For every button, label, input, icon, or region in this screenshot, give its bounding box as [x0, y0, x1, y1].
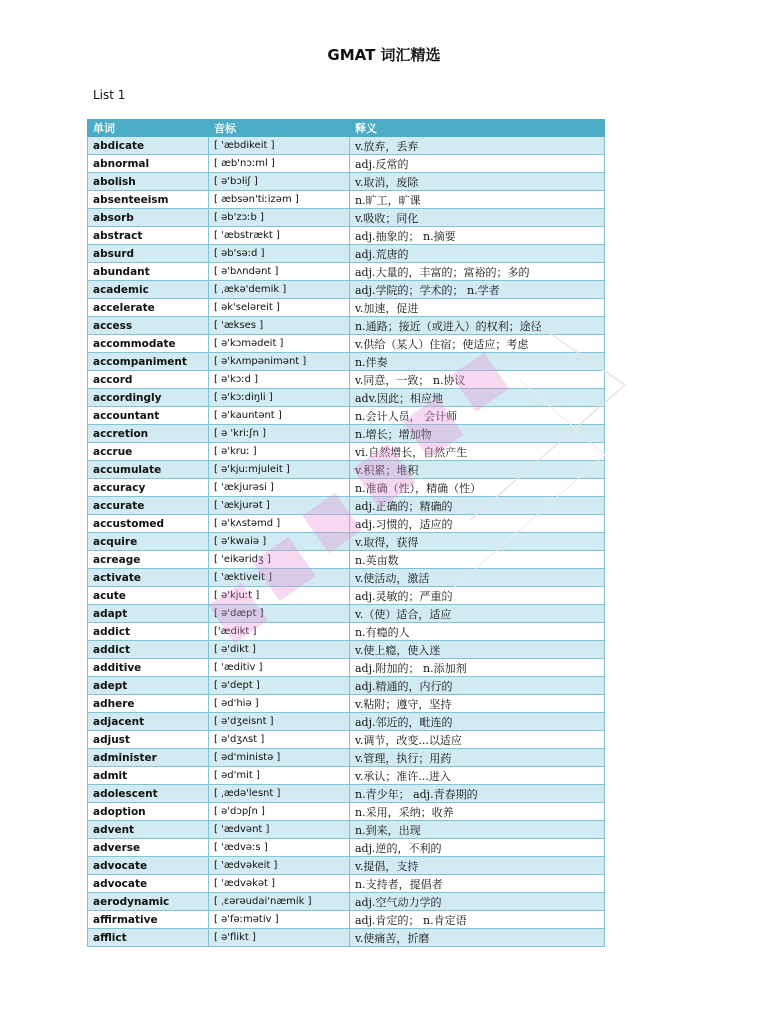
phonetic-cell: [ ə'kʌstəmd ]	[209, 515, 350, 533]
table-row	[88, 497, 605, 515]
phonetic-cell: [ ˌækə'demik ]	[209, 281, 350, 299]
table-row	[88, 299, 605, 317]
word-cell: academic	[88, 281, 209, 299]
meaning-cell: adj.抽象的； n.摘要	[350, 227, 605, 245]
meaning-cell: adj.习惯的，适应的	[350, 515, 605, 533]
word-cell: additive	[88, 659, 209, 677]
phonetic-cell: [ 'æbdikeit ]	[209, 137, 350, 155]
table-row	[88, 839, 605, 857]
word-cell: acquire	[88, 533, 209, 551]
table-row	[88, 191, 605, 209]
word-cell: acreage	[88, 551, 209, 569]
table-row	[88, 785, 605, 803]
meaning-cell: v.放弃，丢弃	[350, 137, 605, 155]
table-row	[88, 857, 605, 875]
word-cell: addict	[88, 623, 209, 641]
word-cell: accustomed	[88, 515, 209, 533]
meaning-cell: vi.自然增长，自然产生	[350, 443, 605, 461]
table-row	[88, 533, 605, 551]
phonetic-cell: [ æb'nɔːml ]	[209, 155, 350, 173]
phonetic-cell: [ 'æktiveit ]	[209, 569, 350, 587]
table-row	[88, 677, 605, 695]
table-row	[88, 731, 605, 749]
phonetic-cell: [ ə'dʒeisnt ]	[209, 713, 350, 731]
table-row	[88, 155, 605, 173]
phonetic-cell: [ ə'kɔmədeit ]	[209, 335, 350, 353]
phonetic-cell: [ ˌædə'lesnt ]	[209, 785, 350, 803]
word-cell: absurd	[88, 245, 209, 263]
meaning-cell: adj.附加的； n.添加剂	[350, 659, 605, 677]
table-row	[88, 641, 605, 659]
table-row	[88, 893, 605, 911]
word-cell: adept	[88, 677, 209, 695]
table-row	[88, 911, 605, 929]
meaning-cell: v.供给（某人）住宿；使适应；考虑	[350, 335, 605, 353]
meaning-cell: v.积累；堆积	[350, 461, 605, 479]
word-cell: accretion	[88, 425, 209, 443]
phonetic-cell: [ ə 'kriːʃn ]	[209, 425, 350, 443]
meaning-cell: v.取得，获得	[350, 533, 605, 551]
phonetic-cell: [ ə'kjuːmjuleit ]	[209, 461, 350, 479]
phonetic-cell: [ ə'fəːmətiv ]	[209, 911, 350, 929]
word-cell: advent	[88, 821, 209, 839]
table-row	[88, 551, 605, 569]
table-row	[88, 227, 605, 245]
table-row	[88, 425, 605, 443]
word-cell: accordingly	[88, 389, 209, 407]
word-cell: accumulate	[88, 461, 209, 479]
meaning-cell: adj.精通的，内行的	[350, 677, 605, 695]
table-row	[88, 695, 605, 713]
meaning-cell: adj.反常的	[350, 155, 605, 173]
word-cell: advocate	[88, 857, 209, 875]
table-row	[88, 929, 605, 947]
table-row	[88, 605, 605, 623]
phonetic-cell: [ 'ækses ]	[209, 317, 350, 335]
word-cell: accurate	[88, 497, 209, 515]
word-cell: accompaniment	[88, 353, 209, 371]
table-row	[88, 281, 605, 299]
word-cell: adapt	[88, 605, 209, 623]
word-cell: absenteeism	[88, 191, 209, 209]
meaning-cell: n.增长；增加物	[350, 425, 605, 443]
table-row	[88, 821, 605, 839]
word-cell: abundant	[88, 263, 209, 281]
meaning-cell: v.加速，促进	[350, 299, 605, 317]
phonetic-cell: ['ædikt ]	[209, 623, 350, 641]
meaning-cell: v.使上瘾，使入迷	[350, 641, 605, 659]
phonetic-cell: [ ə'kauntənt ]	[209, 407, 350, 425]
phonetic-cell: [ 'ækjurəsi ]	[209, 479, 350, 497]
word-cell: adverse	[88, 839, 209, 857]
word-cell: adoption	[88, 803, 209, 821]
word-cell: access	[88, 317, 209, 335]
table-row	[88, 443, 605, 461]
table-row	[88, 767, 605, 785]
meaning-cell: v.使痛苦，折磨	[350, 929, 605, 947]
word-cell: acute	[88, 587, 209, 605]
meaning-cell: adj.邻近的，毗连的	[350, 713, 605, 731]
phonetic-cell: [ ə'dɔpʃn ]	[209, 803, 350, 821]
word-cell: advocate	[88, 875, 209, 893]
meaning-cell: adj.逆的，不利的	[350, 839, 605, 857]
header-meaning: 释义	[350, 120, 605, 137]
table-row	[88, 479, 605, 497]
table-header-row	[88, 120, 605, 137]
word-cell: accommodate	[88, 335, 209, 353]
phonetic-cell: [ ə'dʒʌst ]	[209, 731, 350, 749]
word-cell: adjust	[88, 731, 209, 749]
table-row	[88, 173, 605, 191]
meaning-cell: v.调节，改变...以适应	[350, 731, 605, 749]
meaning-cell: adj.空气动力学的	[350, 893, 605, 911]
phonetic-cell: [ ə'dikt ]	[209, 641, 350, 659]
phonetic-cell: [ əb'zɔːb ]	[209, 209, 350, 227]
phonetic-cell: [ əd'mit ]	[209, 767, 350, 785]
meaning-cell: v.同意，一致； n.协议	[350, 371, 605, 389]
meaning-cell: adj.灵敏的；严重的	[350, 587, 605, 605]
meaning-cell: v.使活动，激活	[350, 569, 605, 587]
word-cell: abnormal	[88, 155, 209, 173]
meaning-cell: n.伴奏	[350, 353, 605, 371]
header-phonetic: 音标	[209, 120, 350, 137]
table-row	[88, 803, 605, 821]
table-row	[88, 263, 605, 281]
table-row	[88, 461, 605, 479]
meaning-cell: n.支持者，提倡者	[350, 875, 605, 893]
word-cell: aerodynamic	[88, 893, 209, 911]
table-row	[88, 875, 605, 893]
word-cell: admit	[88, 767, 209, 785]
table-row	[88, 317, 605, 335]
word-cell: accrue	[88, 443, 209, 461]
document-title: GMAT 词汇精选	[327, 46, 441, 64]
table-row	[88, 245, 605, 263]
word-cell: accountant	[88, 407, 209, 425]
table-row	[88, 137, 605, 155]
table-row	[88, 209, 605, 227]
vocabulary-table	[87, 119, 605, 947]
meaning-cell: v.吸收；同化	[350, 209, 605, 227]
word-cell: abdicate	[88, 137, 209, 155]
meaning-cell: n.通路；接近（或进入）的权利；途径	[350, 317, 605, 335]
phonetic-cell: [ 'æditiv ]	[209, 659, 350, 677]
word-cell: addict	[88, 641, 209, 659]
table-row	[88, 569, 605, 587]
table-row	[88, 407, 605, 425]
phonetic-cell: [ 'ækjurət ]	[209, 497, 350, 515]
meaning-cell: adj.肯定的； n.肯定语	[350, 911, 605, 929]
meaning-cell: n.旷工，旷课	[350, 191, 605, 209]
phonetic-cell: [ ək'seləreit ]	[209, 299, 350, 317]
word-cell: accord	[88, 371, 209, 389]
phonetic-cell: [ ə'kʌmpənimənt ]	[209, 353, 350, 371]
phonetic-cell: [ æbsən'tiːizəm ]	[209, 191, 350, 209]
table-body	[88, 137, 605, 947]
meaning-cell: v.承认；准许...进入	[350, 767, 605, 785]
phonetic-cell: [ 'eikəridʒ ]	[209, 551, 350, 569]
meaning-cell: v.管理，执行；用药	[350, 749, 605, 767]
meaning-cell: v.（使）适合，适应	[350, 605, 605, 623]
word-cell: affirmative	[88, 911, 209, 929]
phonetic-cell: [ ə'flikt ]	[209, 929, 350, 947]
phonetic-cell: [ əb'səːd ]	[209, 245, 350, 263]
meaning-cell: n.有瘾的人	[350, 623, 605, 641]
phonetic-cell: [ əd'ministə ]	[209, 749, 350, 767]
phonetic-cell: [ ə'dæpt ]	[209, 605, 350, 623]
phonetic-cell: [ ˌɛərəudai'næmik ]	[209, 893, 350, 911]
word-cell: accelerate	[88, 299, 209, 317]
meaning-cell: v.粘附；遵守，坚持	[350, 695, 605, 713]
meaning-cell: n.青少年； adj.青春期的	[350, 785, 605, 803]
list-label: List 1	[93, 88, 126, 102]
meaning-cell: n.采用，采纳；收养	[350, 803, 605, 821]
word-cell: administer	[88, 749, 209, 767]
table-row	[88, 623, 605, 641]
table-row	[88, 353, 605, 371]
word-cell: abolish	[88, 173, 209, 191]
word-cell: adhere	[88, 695, 209, 713]
phonetic-cell: [ 'ædvəkət ]	[209, 875, 350, 893]
table-row	[88, 389, 605, 407]
meaning-cell: adj.荒唐的	[350, 245, 605, 263]
meaning-cell: adv.因此；相应地	[350, 389, 605, 407]
phonetic-cell: [ 'ædvəːs ]	[209, 839, 350, 857]
meaning-cell: adj.大量的，丰富的；富裕的；多的	[350, 263, 605, 281]
word-cell: activate	[88, 569, 209, 587]
word-cell: absorb	[88, 209, 209, 227]
table-row	[88, 713, 605, 731]
phonetic-cell: [ ə'kɔːdiŋli ]	[209, 389, 350, 407]
table-row	[88, 371, 605, 389]
table-row	[88, 515, 605, 533]
phonetic-cell: [ ə'kjuːt ]	[209, 587, 350, 605]
phonetic-cell: [ ə'kwaiə ]	[209, 533, 350, 551]
meaning-cell: v.取消，废除	[350, 173, 605, 191]
meaning-cell: adj.正确的；精确的	[350, 497, 605, 515]
phonetic-cell: [ ə'kruː ]	[209, 443, 350, 461]
table-row	[88, 587, 605, 605]
phonetic-cell: [ 'ædvənt ]	[209, 821, 350, 839]
phonetic-cell: [ ə'kɔːd ]	[209, 371, 350, 389]
meaning-cell: v.提倡，支持	[350, 857, 605, 875]
table-row	[88, 749, 605, 767]
word-cell: abstract	[88, 227, 209, 245]
header-word: 单词	[88, 120, 209, 137]
phonetic-cell: [ 'ædvəkeit ]	[209, 857, 350, 875]
phonetic-cell: [ ə'dept ]	[209, 677, 350, 695]
table-row	[88, 659, 605, 677]
word-cell: adjacent	[88, 713, 209, 731]
word-cell: afflict	[88, 929, 209, 947]
meaning-cell: n.到来，出现	[350, 821, 605, 839]
table-row	[88, 335, 605, 353]
phonetic-cell: [ ə'bʌndənt ]	[209, 263, 350, 281]
phonetic-cell: [ 'æbstrækt ]	[209, 227, 350, 245]
meaning-cell: n.英亩数	[350, 551, 605, 569]
meaning-cell: adj.学院的；学术的； n.学者	[350, 281, 605, 299]
phonetic-cell: [ ə'bɔliʃ ]	[209, 173, 350, 191]
meaning-cell: n.会计人员， 会计师	[350, 407, 605, 425]
word-cell: adolescent	[88, 785, 209, 803]
phonetic-cell: [ əd'hiə ]	[209, 695, 350, 713]
word-cell: accuracy	[88, 479, 209, 497]
meaning-cell: n.准确（性），精确（性）	[350, 479, 605, 497]
